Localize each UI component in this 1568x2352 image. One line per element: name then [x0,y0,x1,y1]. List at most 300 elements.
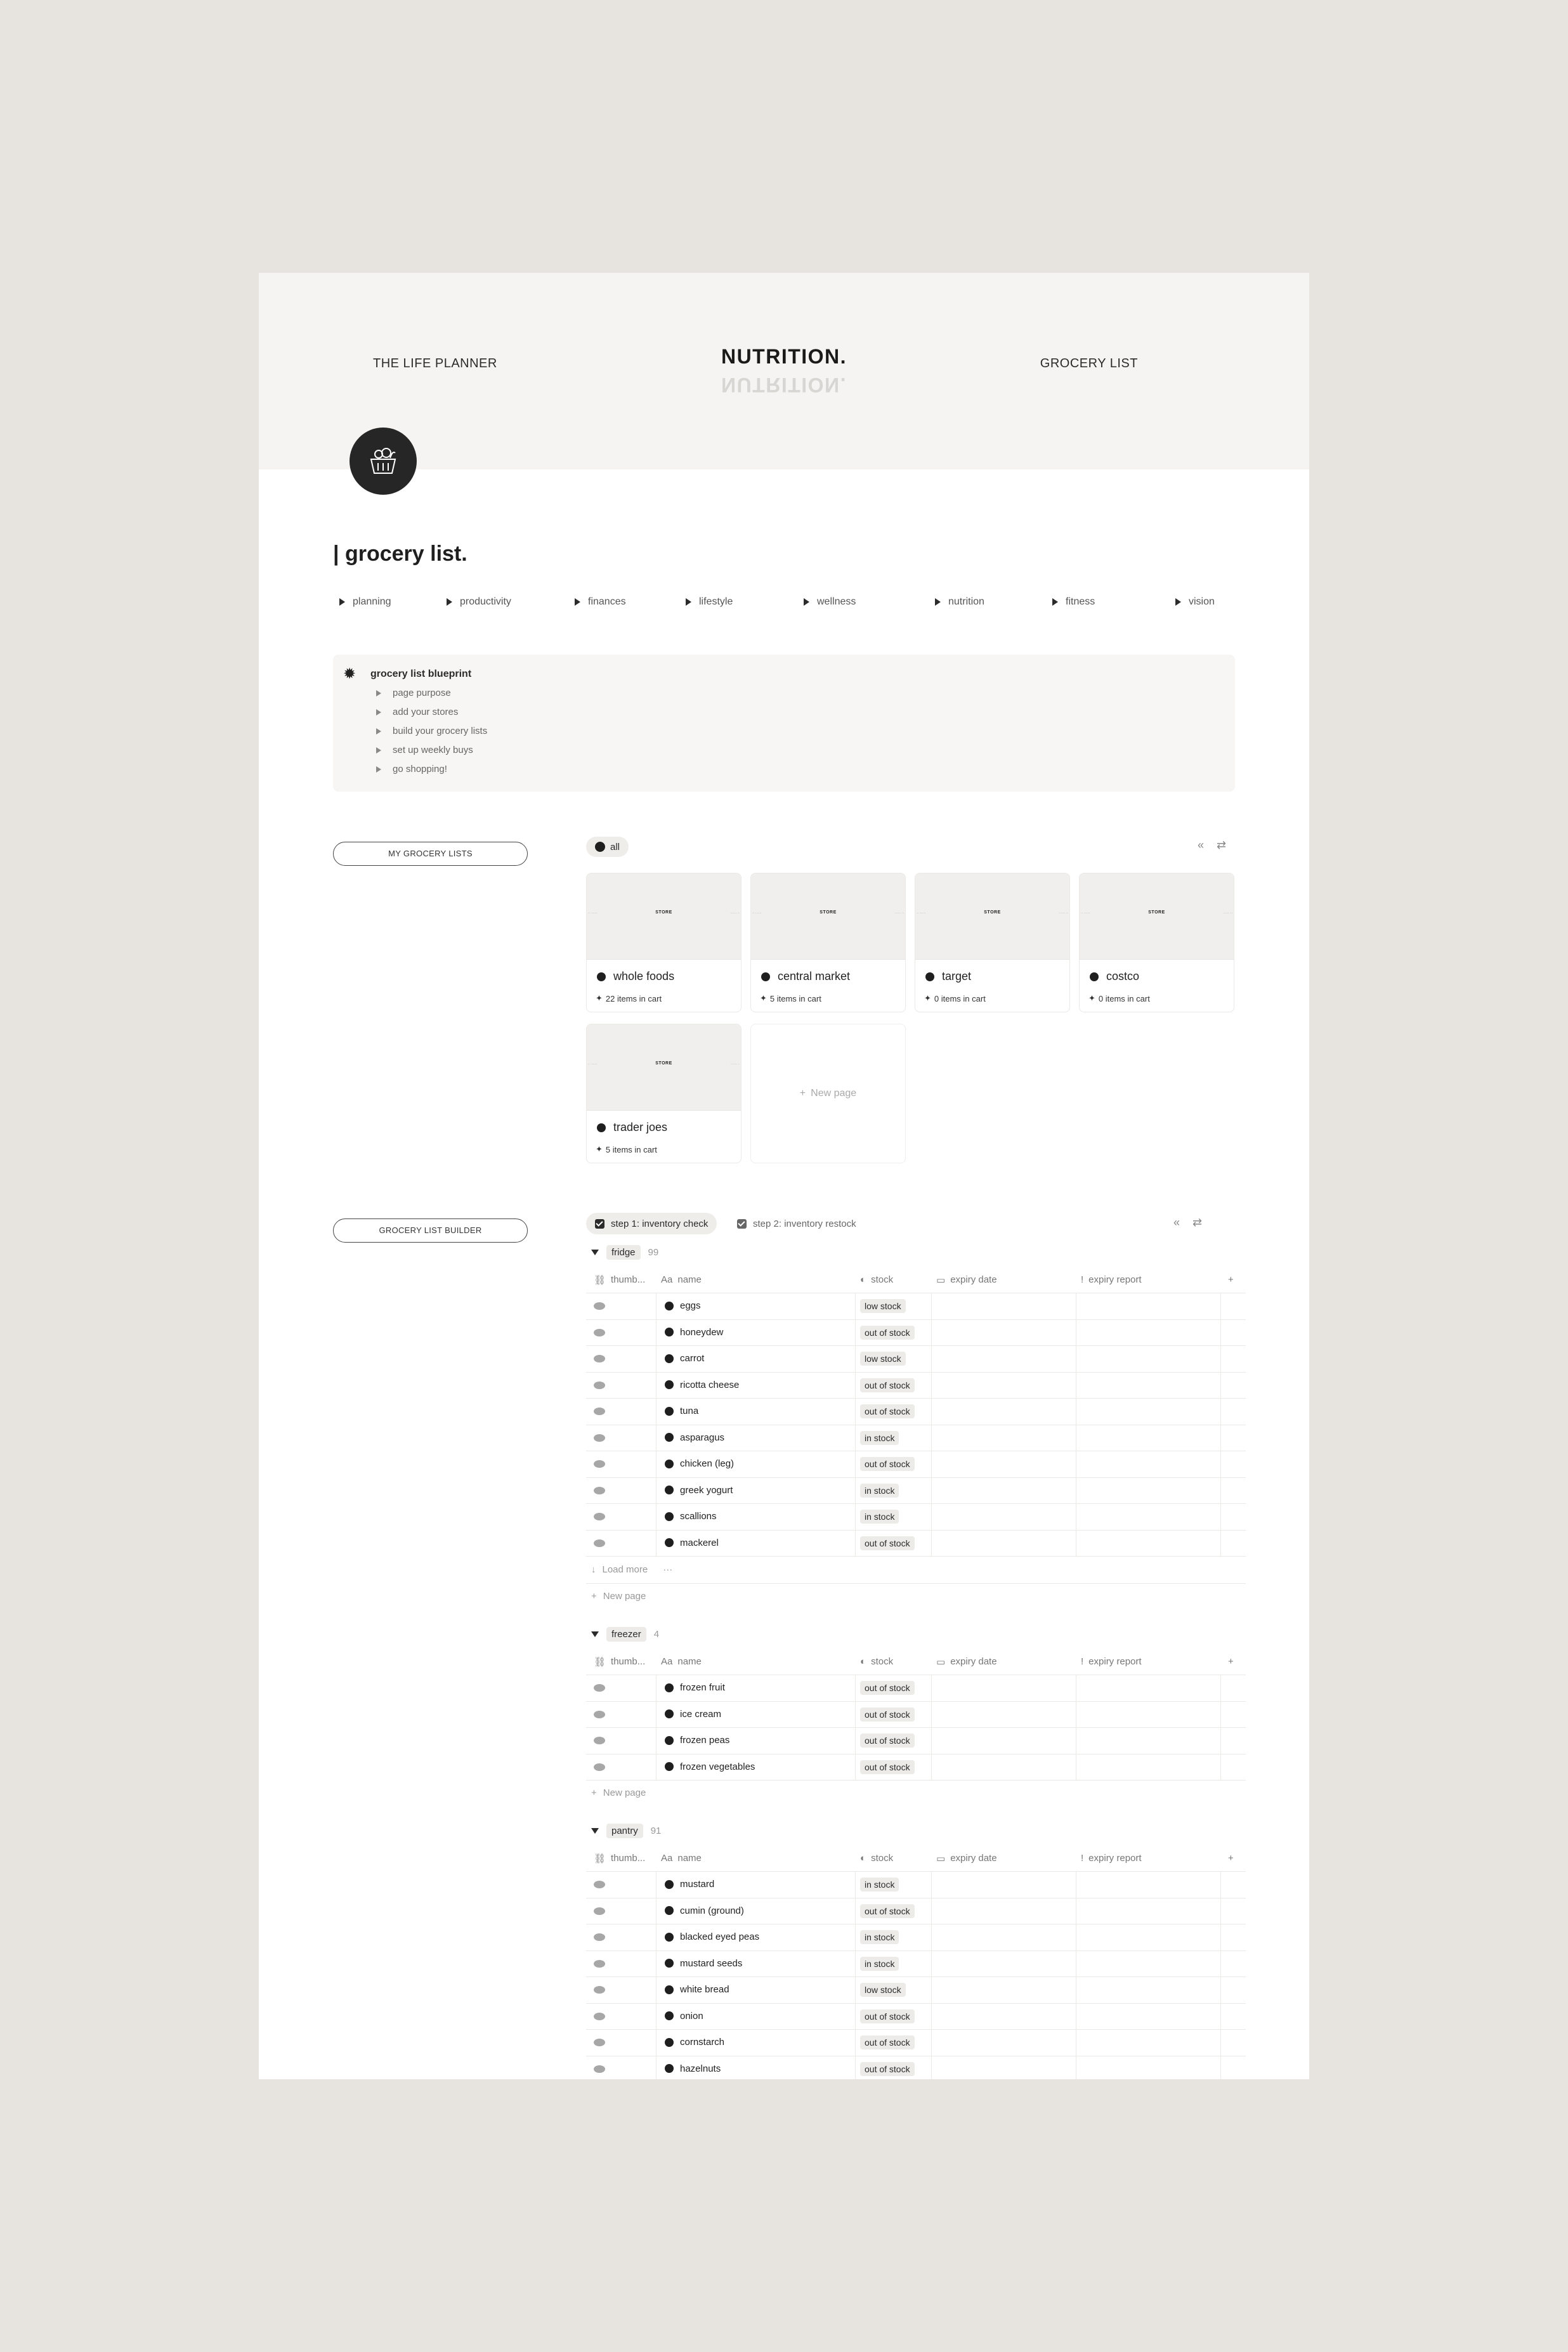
nav-toggle-lifestyle[interactable] [686,596,733,608]
column-label: expiry report [1088,1656,1142,1667]
column-thumb[interactable] [594,1656,645,1668]
item-name [665,1485,733,1496]
dot-icon [665,1985,674,1994]
cover-decor: ·· ······ [752,911,762,915]
column-name[interactable] [661,1656,702,1667]
new-page-card[interactable] [750,1024,906,1163]
page-cover [259,273,1309,469]
column-expiry-report[interactable] [1081,1656,1142,1667]
toggle-arrow-icon [376,766,381,773]
toggle-arrow-icon [935,598,941,606]
item-name-text: ricotta cheese [680,1379,740,1390]
sparkle-icon: ✦ [596,1144,603,1154]
column-label: name [677,1274,702,1285]
dot-icon [595,842,605,852]
table-row[interactable] [586,2030,1246,2056]
table-row[interactable] [586,1373,1246,1399]
toggle-arrow-icon [804,598,809,606]
notion-page [259,273,1309,2079]
dot-icon [665,1933,674,1942]
group-header-freezer[interactable] [591,1627,659,1642]
table-row[interactable] [586,1451,1246,1478]
nav-label: vision [1189,596,1215,607]
tab-label: step 2: inventory restock [753,1218,856,1229]
column-label: stock [871,1853,894,1864]
nav-toggle-finances[interactable] [575,596,626,608]
dot-icon [665,1407,674,1416]
exclamation-icon: ! [1081,1656,1084,1667]
cover-decor: ······ ·· [1059,911,1068,915]
column-label: expiry report [1088,1853,1142,1864]
thumbnail-image [594,1711,605,1718]
toggle-arrow-icon [376,728,381,735]
dot-icon [665,1538,674,1547]
cover-decor: ·· ······ [588,911,598,915]
filter-all-chip[interactable] [586,837,629,857]
toggle-arrow-icon [686,598,691,606]
dot-icon [665,2011,674,2020]
card-cover-text: STORE [1148,910,1165,915]
card-name-text: trader joes [613,1121,668,1134]
text-type-icon: Aa [661,1853,673,1864]
column-label: expiry date [950,1656,997,1667]
toggle-arrow-icon [1175,598,1181,606]
card-cover-text: STORE [984,910,1001,915]
cover-decor: ······ ·· [730,1062,740,1066]
item-name-text: mustard seeds [680,1957,743,1969]
thumbnail-image [594,1513,605,1520]
group-header-fridge[interactable] [591,1245,658,1260]
new-page-button[interactable] [591,1591,646,1602]
double-chevron-left-icon[interactable]: « [1198,839,1205,851]
table-row[interactable] [586,1924,1246,1951]
card-cover [587,873,741,960]
dot-icon [665,1906,674,1915]
item-name [665,1682,725,1693]
item-name [665,1353,704,1364]
tab-inventory-restock[interactable] [728,1213,865,1234]
table-row[interactable] [586,1977,1246,2004]
item-name-text: chicken (leg) [680,1458,735,1469]
table-row[interactable] [586,1531,1246,1557]
dot-icon [665,1354,674,1363]
load-more-button[interactable] [591,1564,672,1575]
group-tag: freezer [606,1627,646,1642]
store-card-target[interactable] [915,873,1070,1012]
item-name-text: blacked eyed peas [680,1931,760,1942]
new-page-label: New page [811,1088,857,1099]
nav-label: nutrition [948,596,984,607]
stock-badge: out of stock [860,1326,915,1340]
dot-icon [597,972,606,981]
column-thumb[interactable] [594,1853,645,1864]
toggle-arrow-icon [1052,598,1058,606]
card-count-text: 5 items in cart [769,993,821,1003]
column-expiry-report[interactable] [1081,1853,1142,1864]
table-row[interactable] [586,1399,1246,1425]
card-name-text: costco [1106,970,1140,983]
column-name[interactable] [661,1853,702,1864]
toggle-arrow-icon [376,747,381,754]
card-name-text: whole foods [613,970,675,983]
cover-right-text: GROCERY LIST [1040,356,1138,370]
table-row[interactable] [586,1293,1246,1320]
item-name-text: cumin (ground) [680,1905,744,1916]
status-icon: ◐ [860,1274,866,1285]
blueprint-toggle-item[interactable] [376,707,458,717]
item-name-text: tuna [680,1406,699,1416]
table-row[interactable] [586,1728,1246,1754]
add-column-plus-icon[interactable]: + [1228,1274,1234,1285]
item-name [665,1511,717,1522]
item-name-text: cornstarch [680,2037,725,2048]
toggle-arrow-icon [339,598,345,606]
column-stock[interactable] [860,1274,893,1285]
dot-icon [665,1880,674,1889]
column-expiry-report[interactable] [1081,1274,1142,1285]
column-expiry-date[interactable] [936,1853,997,1864]
blueprint-item-label: set up weekly buys [393,745,473,755]
item-name [665,1735,729,1746]
item-name-text: frozen fruit [680,1682,725,1693]
dot-icon [597,1123,606,1132]
group-count: 4 [653,1629,660,1640]
card-cover [915,873,1069,960]
card-cover [751,873,905,960]
table-header [586,1845,1246,1872]
cover-decor: ·· ······ [1081,911,1090,915]
toggle-arrow-icon [376,709,381,715]
plus-icon: + [799,1088,806,1099]
card-cover-text: STORE [820,910,837,915]
table-row[interactable] [586,1754,1246,1781]
table-row[interactable] [586,1702,1246,1728]
item-name-text: asparagus [680,1432,725,1443]
stock-badge: out of stock [860,2009,915,2023]
cover-left-text: THE LIFE PLANNER [373,356,497,370]
column-stock[interactable] [860,1853,893,1864]
link-icon: ⛓ [594,1853,606,1864]
item-name [665,1538,719,1548]
item-name [665,1958,742,1969]
item-name [665,1327,723,1338]
toggle-arrow-icon [376,690,381,696]
dot-icon [665,2038,674,2047]
item-name [665,1905,744,1916]
card-title [925,970,971,983]
stock-badge: in stock [860,1484,899,1498]
cover-brand-title: NUTRITION. [721,345,847,368]
item-name-text: frozen vegetables [680,1761,755,1772]
column-label: stock [871,1656,894,1667]
group-header-pantry[interactable] [591,1824,661,1838]
stock-badge: out of stock [860,1457,915,1471]
dot-icon [665,1683,674,1692]
column-expiry-date[interactable] [936,1274,997,1286]
dot-icon [665,1709,674,1718]
item-name-text: scallions [680,1511,717,1522]
card-count-text: 22 items in cart [605,993,662,1003]
plus-icon: + [591,1787,597,1798]
stock-badge: out of stock [860,1536,915,1550]
collapse-arrow-icon [591,1250,599,1255]
new-page-label: New page [603,1591,646,1602]
card-count-text: 0 items in cart [1098,993,1150,1003]
add-column-plus-icon[interactable]: + [1228,1656,1234,1667]
nav-label: lifestyle [699,596,733,607]
blueprint-item-label: build your grocery lists [393,726,488,736]
status-icon: ◐ [860,1656,866,1667]
card-count [596,993,662,1003]
thumbnail-image [594,1408,605,1415]
table-row[interactable] [586,1675,1246,1702]
load-more-label: Load more [602,1564,648,1575]
card-title [597,1121,667,1134]
item-name-text: onion [680,2010,703,2022]
thumbnail-image [594,1460,605,1468]
dot-icon [665,1433,674,1442]
table-row[interactable] [586,1872,1246,1898]
item-name [665,1432,724,1443]
store-card-costco[interactable] [1079,873,1234,1012]
column-label: thumb... [611,1274,646,1285]
add-column-plus-icon[interactable]: + [1228,1853,1234,1864]
thumbnail-image [594,1763,605,1771]
column-name[interactable] [661,1274,702,1285]
table-row[interactable] [586,1346,1246,1373]
group-count: 99 [648,1247,659,1258]
table-row[interactable] [586,1478,1246,1505]
cover-decor: ······ ·· [730,911,740,915]
link-icon: ⛓ [594,1656,606,1668]
dot-icon [665,1486,674,1494]
blueprint-toggle-item[interactable] [376,688,451,698]
card-title [597,970,674,983]
nav-toggle-fitness[interactable] [1052,596,1095,608]
blueprint-title: grocery list blueprint [370,669,472,679]
link-icon: ⛓ [594,1274,606,1286]
store-card-central-market[interactable] [750,873,906,1012]
item-name [665,1761,755,1772]
thumbnail-image [594,1684,605,1692]
my-grocery-lists-label: MY GROCERY LISTS [333,842,528,866]
arrow-down-icon: ↓ [591,1564,596,1575]
item-name [665,1380,739,1390]
stock-badge: in stock [860,1431,899,1445]
item-name [665,2037,724,2048]
blueprint-toggle-item[interactable] [376,764,447,774]
checkbox-icon [737,1219,747,1229]
table-row[interactable] [586,1898,1246,1925]
plus-icon: + [591,1591,597,1602]
calendar-icon: ▭ [936,1274,946,1286]
item-name [665,1984,729,1995]
item-name [665,1300,701,1311]
filter-label: all [610,841,620,853]
blueprint-toggle-item[interactable] [376,745,473,755]
card-count [760,993,821,1003]
thumbnail-image [594,1881,605,1888]
nav-toggle-planning[interactable] [339,596,391,608]
column-label: expiry date [950,1274,997,1285]
card-cover-text: STORE [655,1061,672,1066]
sort-arrows-icon[interactable]: ⇄ [1217,839,1227,851]
group-tag: pantry [606,1824,643,1838]
thumbnail-image [594,2013,605,2020]
stock-badge: low stock [860,1352,906,1366]
stock-badge: in stock [860,1957,899,1971]
card-count-text: 5 items in cart [605,1144,657,1154]
cover-decor: ·· ······ [917,911,926,915]
thumbnail-image [594,1382,605,1389]
table-row[interactable] [586,1425,1246,1452]
stock-badge: out of stock [860,1681,915,1695]
column-label: name [677,1853,702,1864]
item-name [665,1709,721,1720]
basket-icon[interactable] [350,428,417,495]
column-expiry-date[interactable] [936,1656,997,1668]
dot-icon [665,1736,674,1745]
sparkle-icon: ✦ [760,993,767,1003]
card-cover [587,1024,741,1111]
column-label: name [677,1656,702,1667]
cover-decor: ······ ·· [1223,911,1232,915]
stock-badge: out of stock [860,1734,915,1748]
dot-icon [665,1460,674,1468]
grocery-list-builder-label: GROCERY LIST BUILDER [333,1218,528,1243]
stock-badge: out of stock [860,2035,915,2049]
stock-badge: in stock [860,1510,899,1524]
dot-icon [665,1512,674,1521]
group-count: 91 [650,1826,662,1836]
sparkle-icon: ✦ [596,993,603,1003]
store-card-trader-joes[interactable] [586,1024,742,1163]
column-label: expiry report [1088,1274,1142,1285]
card-name-text: central market [778,970,851,983]
stock-badge: out of stock [860,1378,915,1392]
card-title [761,970,850,983]
item-name-text: frozen peas [680,1735,730,1746]
calendar-icon: ▭ [936,1853,946,1864]
divider [586,1583,1246,1584]
item-name-text: ice cream [680,1708,722,1720]
column-label: thumb... [611,1656,646,1667]
card-name-text: target [942,970,972,983]
calendar-icon: ▭ [936,1656,946,1668]
stock-badge: out of stock [860,2062,915,2076]
column-thumb[interactable] [594,1274,645,1286]
nav-toggle-productivity[interactable] [447,596,511,608]
blueprint-toggle-item[interactable] [376,726,487,736]
toggle-arrow-icon [447,598,452,606]
item-name [665,1879,714,1890]
item-name-text: white bread [680,1984,729,1995]
item-name [665,2011,703,2022]
card-count [1088,993,1150,1003]
table-row[interactable] [586,1320,1246,1347]
thumbnail-image [594,1933,605,1941]
tab-label: step 1: inventory check [611,1218,709,1229]
group-tag: fridge [606,1245,641,1260]
double-chevron-left-icon[interactable]: « [1173,1216,1180,1229]
table-row[interactable] [586,2056,1246,2080]
thumbnail-image [594,1986,605,1994]
exclamation-icon: ! [1081,1853,1084,1864]
stock-badge: low stock [860,1983,906,1997]
status-icon: ◐ [860,1853,866,1864]
thumbnail-image [594,1907,605,1915]
tab-inventory-check[interactable] [586,1213,717,1234]
fridge-table [586,1267,1246,1557]
table-row[interactable] [586,1504,1246,1531]
stock-badge: low stock [860,1299,906,1313]
item-name-text: hazelnuts [680,2063,721,2074]
store-card-whole-foods[interactable] [586,873,742,1012]
dot-icon [665,1380,674,1389]
thumbnail-image [594,1302,605,1310]
card-count-text: 0 items in cart [934,993,986,1003]
item-name [665,2063,721,2074]
nav-toggle-vision[interactable] [1175,596,1215,608]
more-dots-icon: ··· [663,1564,673,1575]
item-name-text: mackerel [680,1537,719,1548]
blueprint-item-label: go shopping! [393,764,447,774]
thumbnail-image [594,1539,605,1547]
nav-label: wellness [817,596,856,607]
table-header [586,1267,1246,1293]
collapse-arrow-icon [591,1631,599,1637]
table-row[interactable] [586,2004,1246,2030]
sparkle-icon: ✦ [1088,993,1095,1003]
thumbnail-image [594,2039,605,2046]
stock-badge: out of stock [860,1760,915,1774]
cover-decor: ······ ·· [894,911,904,915]
nav-label: finances [588,596,626,607]
toggle-arrow-icon [575,598,580,606]
stock-badge: out of stock [860,1708,915,1722]
nav-toggle-nutrition[interactable] [935,596,984,608]
thumbnail-image [594,1434,605,1442]
collapse-arrow-icon [591,1828,599,1834]
freezer-table [586,1649,1246,1780]
cover-decor: ·· ······ [588,1062,598,1066]
thumbnail-image [594,1487,605,1494]
stock-badge: out of stock [860,1404,915,1418]
dot-icon [665,1959,674,1968]
column-label: expiry date [950,1853,997,1864]
table-header [586,1649,1246,1675]
new-page-button[interactable] [591,1787,646,1798]
column-label: thumb... [611,1853,646,1864]
exclamation-icon: ! [1081,1274,1084,1285]
new-page-label: New page [603,1787,646,1798]
nav-label: planning [353,596,391,607]
pantry-table [586,1845,1246,2079]
card-count [596,1144,657,1154]
nav-label: productivity [460,596,511,607]
item-name-text: eggs [680,1300,701,1311]
sort-arrows-icon[interactable]: ⇄ [1192,1216,1203,1229]
dot-icon [1090,972,1099,981]
column-stock[interactable] [860,1656,893,1667]
item-name [665,1406,698,1416]
nav-toggle-wellness[interactable] [804,596,856,608]
item-name-text: honeydew [680,1326,724,1338]
table-row[interactable] [586,1951,1246,1978]
sunburst-icon: ✹ [343,665,356,683]
sparkle-icon: ✦ [924,993,931,1003]
thumbnail-image [594,1960,605,1968]
